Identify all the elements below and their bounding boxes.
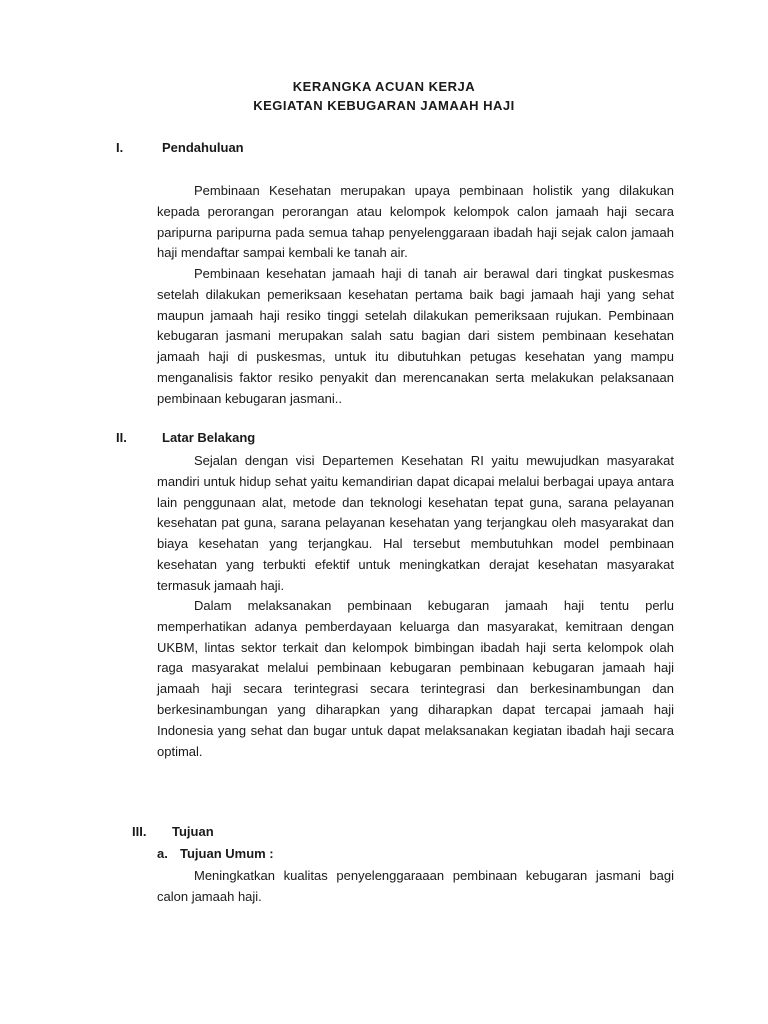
section-3-heading: Tujuan xyxy=(172,824,214,839)
subsection-a-letter: a. xyxy=(157,846,168,861)
section-2-paragraph-1: Sejalan dengan visi Departemen Kesehatan RI yaitu mewujudkan masyarakat mandiri untuk hidup sehat yaitu kemandirian dapat dicapai melalui berbagai upaya antara lain penggunaan alat, metode dan teknologi kesehatan tepat guna, sarana pelayanan kesehatan pat guna, sarana pelayanan kesehatan yang terjangkau oleh masyarakat dan biaya kesehatan yang terjangkau. Hal tersebut membutuhkan model pembinaan kesehatan yang terbukti efektif untuk meningkatkan derajat kesehatan masyarakat termasuk jamaah haji. xyxy=(157,453,674,593)
section-1-paragraph-1: Pembinaan Kesehatan merupakan upaya pembinaan holistik yang dilakukan kepada perorangan perorangan atau kelompok kelompok calon jamaah haji secara paripurna paripurna pada semua tahap penyelenggaraan ibadah haji sejak calon jamaah haji mendaftar sampai kembali ke tanah air. xyxy=(157,183,674,261)
section-2-heading: Latar Belakang xyxy=(162,430,256,445)
section-2-paragraph-2: Dalam melaksanakan pembinaan kebugaran jamaah haji tentu perlu memperhatikan adanya pemberdayaan keluarga dan masyarakat, kemitraan dengan UKBM, lintas sektor terkait dan kelompok bimbingan ibadah haji serta kelompok olah raga masyarakat melalui pembinaan kebugaran pembinaan kebugaran jamaah haji jamaah haji secara terintegrasi secara terintegrasi dan berkesinambungan dan berkesinambungan yang diharapkan yang diharapkan dapat tercapai jamaah haji Indonesia yang sehat dan bugar untuk dapat melaksanakan kegiatan ibadah haji secara optimal. xyxy=(157,598,674,759)
section-3-paragraph-1: Meningkatkan kualitas penyelenggaraaan pembinaan kebugaran jasmani bagi calon jamaah haji. xyxy=(157,868,674,904)
section-3-numeral: III. xyxy=(132,824,147,839)
section-1-heading: Pendahuluan xyxy=(162,140,244,155)
document-title-line-2: KEGIATAN KEBUGARAN JAMAAH HAJI xyxy=(253,98,515,113)
section-1-numeral: I. xyxy=(116,140,124,155)
section-2-numeral: II. xyxy=(116,430,127,445)
subsection-a-heading: Tujuan Umum : xyxy=(180,846,274,861)
document-title-line-1: KERANGKA ACUAN KERJA xyxy=(292,79,476,94)
section-1-paragraph-2: Pembinaan kesehatan jamaah haji di tanah air berawal dari tingkat puskesmas setelah dilakukan pemeriksaan kesehatan pertama baik bagi jamaah haji yang sehat maupun jamaah haji resiko tinggi setelah dilakukan pemeriksaan rujukan. Pembinaan kebugaran jasmani merupakan salah satu bagian dari sistem pembinaan kesehatan jamaah haji di puskesmas, untuk itu dibutuhkan petugas kesehatan yang mampu menganalisis faktor resiko penyakit dan merencanakan serta melakukan pelaksanaan pembinaan kebugaran jasmani.. xyxy=(157,266,674,406)
